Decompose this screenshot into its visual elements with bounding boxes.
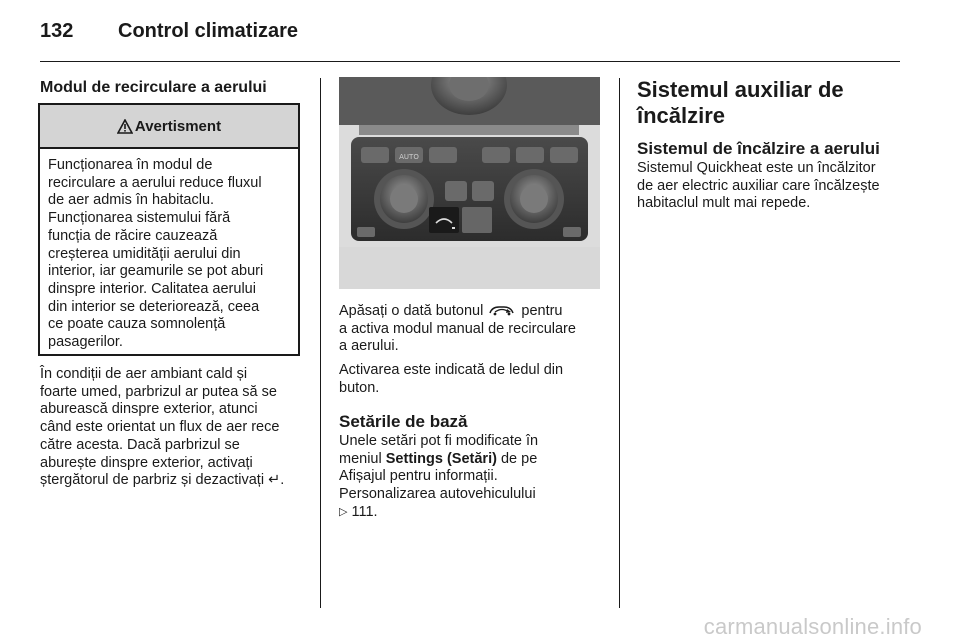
paragraph-line: Activarea este indicată de ledul din — [339, 362, 564, 378]
condensation-paragraph — [40, 366, 312, 490]
header-divider — [40, 61, 900, 62]
paragraph-line-menu — [339, 451, 609, 469]
warning-line: pasagerilor. — [48, 334, 123, 351]
section-heading-air-heating: Sistemul de încălzire a aerului — [637, 139, 880, 158]
paragraph-line: ștergătorul de parbriz și dezactivați — [40, 472, 265, 489]
page-reference[interactable] — [339, 504, 609, 522]
paragraph-line: când este orientat un flux de aer rece — [40, 419, 280, 436]
section-heading-recirculation: Modul de recirculare a aerului — [40, 79, 267, 96]
paragraph-line-first — [339, 303, 609, 321]
title-line: încălzire — [637, 103, 726, 128]
paragraph-line-last — [40, 472, 312, 490]
paragraph-line: de aer electric auxiliar care încălzește — [637, 177, 880, 194]
page-reference-number: 111. — [351, 503, 378, 520]
paragraph-text: pentru — [521, 303, 563, 319]
climate-panel-photo — [339, 77, 600, 289]
paragraph-text: de pe — [500, 450, 538, 467]
paragraph-text: Apăsați o dată butonul — [339, 303, 484, 319]
warning-line: funcția de răcire cauzează — [48, 227, 218, 244]
recirculation-icon — [487, 304, 517, 316]
climate-panel-illustration — [339, 77, 600, 289]
warning-box — [38, 103, 300, 356]
section-title-auxiliary-heating — [637, 77, 897, 129]
paragraph-line: a aerului. — [339, 338, 399, 355]
settings-menu-label: Settings (Setări) — [385, 450, 497, 467]
warning-line: din interior se deteriorează, ceea — [48, 298, 260, 315]
paragraph-line: aburească dinspre exterior, atunci — [40, 401, 258, 418]
warning-line: ce poate cauza somnolență — [48, 316, 226, 333]
paragraph-line: aburește dinspre exterior, activați — [40, 454, 253, 471]
warning-line: creșterea umidității aerului din — [48, 245, 241, 262]
auto-button-label: AUTO — [399, 153, 419, 161]
reference-arrow-icon: ▷ — [339, 505, 348, 518]
warning-label: Avertisment — [134, 117, 222, 135]
page-number: 132 — [40, 20, 74, 42]
paragraph-line: Unele setări pot fi modificate în — [339, 433, 539, 449]
column-divider-right — [619, 78, 620, 608]
basic-settings-paragraph — [339, 433, 609, 522]
paragraph-line: Personalizarea autovehiculului — [339, 486, 536, 503]
section-heading-basic-settings: Setările de bază — [339, 412, 468, 431]
warning-triangle-icon — [117, 119, 133, 134]
watermark: carmanualsonline.info — [703, 614, 922, 639]
page-title: Control climatizare — [118, 20, 299, 42]
paragraph-line: a activa modul manual de recirculare — [339, 320, 576, 337]
paragraph-line: foarte umed, parbrizul ar putea să se — [40, 383, 277, 400]
quickheat-paragraph — [637, 160, 905, 213]
warning-line: dinspre interior. Calitatea aerului — [48, 280, 256, 297]
paragraph-line: către acesta. Dacă parbrizul se — [40, 436, 240, 453]
warning-line: recirculare a aerului reduce fluxul — [48, 174, 262, 191]
warning-line: Funcționarea sistemului fără — [48, 210, 231, 227]
warning-line: interior, iar geamurile se pot aburi — [48, 263, 264, 280]
warning-text — [40, 149, 298, 352]
paragraph-line: buton. — [339, 379, 380, 396]
paragraph-line: În condiții de aer ambiant cald și — [40, 366, 248, 382]
warning-header — [40, 105, 298, 149]
paragraph-text: meniul — [339, 450, 382, 467]
paragraph-line: Sistemul Quickheat este un încălzitor — [637, 160, 876, 176]
paragraph-line: Afișajul pentru informații. — [339, 468, 498, 485]
rear-defrost-symbol: ↵. — [268, 472, 285, 489]
warning-line: Funcționarea în modul de — [48, 157, 213, 173]
led-indication-paragraph — [339, 362, 609, 397]
warning-line: de aer admis în habitaclu. — [48, 192, 215, 209]
title-line: Sistemul auxiliar de — [637, 77, 844, 102]
paragraph-line: habitaclul mult mai repede. — [637, 195, 811, 212]
column-divider-left — [320, 78, 321, 608]
recirculation-instructions — [339, 303, 609, 356]
